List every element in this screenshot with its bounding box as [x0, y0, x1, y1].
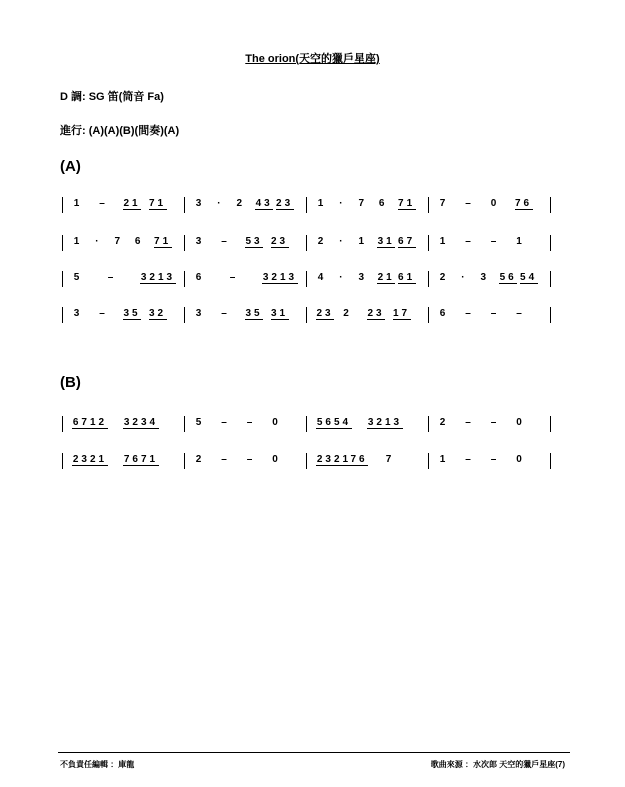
barline	[62, 416, 63, 432]
note-group: 7	[385, 454, 392, 465]
note-group: ·	[217, 198, 221, 209]
note-group: –	[465, 236, 471, 247]
measure	[438, 269, 546, 291]
note-group: –	[221, 308, 227, 319]
note-group: 71	[154, 236, 172, 247]
measure	[72, 269, 180, 291]
measure	[438, 233, 546, 255]
barline	[62, 197, 63, 213]
barline	[184, 307, 185, 323]
note-group: 3	[480, 272, 487, 283]
note-group: 71	[148, 198, 167, 209]
barline	[550, 307, 551, 323]
note-group: 3	[195, 198, 202, 209]
measure	[194, 269, 302, 291]
footer-editor: 不負責任編輯 ：庫龍	[60, 760, 135, 769]
note-group: 6	[195, 272, 202, 283]
barline	[428, 453, 429, 469]
note-group: 3213	[367, 417, 403, 428]
note-group: –	[490, 308, 497, 319]
measure	[194, 233, 302, 255]
note-group: 5	[73, 272, 80, 283]
note-group: 2	[343, 308, 349, 319]
note-group: 67	[398, 236, 416, 247]
note-group: 0	[272, 417, 278, 428]
note-group: –	[99, 308, 105, 319]
barline	[306, 307, 307, 323]
notation-line	[62, 195, 550, 217]
note-group: 71	[398, 198, 416, 209]
barline	[306, 416, 307, 432]
note-group: 3	[195, 236, 202, 247]
note-group: 54	[520, 272, 538, 283]
note-group: –	[516, 308, 522, 319]
note-group: ·	[339, 236, 343, 247]
measure	[316, 451, 424, 473]
note-group: –	[229, 272, 236, 283]
notation-line	[62, 451, 550, 473]
note-group: –	[107, 272, 114, 283]
barline	[184, 453, 185, 469]
note-group: 5	[195, 417, 202, 428]
note-group: 23	[367, 308, 385, 319]
note-group: 23	[276, 198, 294, 209]
note-group: –	[490, 417, 497, 428]
note-group: 31	[270, 308, 289, 319]
note-group: ·	[461, 272, 465, 283]
footer-source: 歌曲來源 ：水次郎 天空的獵戶星座(7)	[430, 760, 565, 769]
note-group: 2	[439, 272, 446, 283]
note-group: 43	[255, 198, 273, 209]
song-title: The orion(天空的獵戶星座)	[245, 53, 380, 65]
measure	[316, 195, 424, 217]
measure	[194, 195, 302, 217]
note-group: –	[465, 198, 471, 209]
note-group: –	[221, 454, 227, 465]
note-group: –	[465, 454, 471, 465]
note-group: –	[490, 236, 497, 247]
barline	[428, 235, 429, 251]
notation-line	[62, 269, 550, 291]
measure	[72, 233, 180, 255]
barline	[62, 271, 63, 287]
note-group: 7	[439, 198, 446, 209]
note-group: 1	[439, 454, 446, 465]
note-group: –	[490, 454, 497, 465]
barline	[550, 271, 551, 287]
barline	[550, 235, 551, 251]
note-group: 61	[398, 272, 416, 283]
measure	[438, 195, 546, 217]
note-group: 1	[516, 236, 522, 247]
note-group: 7	[358, 198, 365, 209]
note-group: 3	[195, 308, 202, 319]
footer-divider	[58, 752, 570, 753]
note-group: 7671	[123, 454, 159, 465]
barline	[428, 197, 429, 213]
measure	[316, 305, 424, 327]
note-group: 23	[270, 236, 289, 247]
note-group: ·	[339, 198, 343, 209]
note-group: 7	[114, 236, 121, 247]
barline	[428, 271, 429, 287]
note-group: 6	[134, 236, 141, 247]
section-a-label: (A)	[60, 158, 81, 175]
note-group: 0	[272, 454, 278, 465]
note-group: –	[246, 417, 253, 428]
note-group: 35	[245, 308, 263, 319]
note-group: 3213	[140, 272, 176, 283]
barline	[62, 453, 63, 469]
note-group: –	[221, 417, 227, 428]
note-group: 3234	[123, 417, 159, 428]
note-group: 2	[195, 454, 202, 465]
note-group: 76	[514, 198, 533, 209]
section-b-label: (B)	[60, 374, 81, 391]
measure	[72, 195, 180, 217]
note-group: 32	[148, 308, 167, 319]
note-group: 2321	[72, 454, 108, 465]
note-group: 2321	[316, 454, 352, 465]
barline	[306, 197, 307, 213]
measure	[72, 305, 180, 327]
measure	[316, 269, 424, 291]
note-group: 1	[358, 236, 365, 247]
note-group: 2	[439, 417, 446, 428]
note-group: –	[221, 236, 227, 247]
note-group: 6	[378, 198, 385, 209]
barline	[550, 197, 551, 213]
note-group: 56	[499, 272, 517, 283]
note-group: 6712	[72, 417, 108, 428]
measure	[438, 414, 546, 436]
note-group: 53	[245, 236, 263, 247]
note-group: 3	[358, 272, 365, 283]
barline	[306, 271, 307, 287]
note-group: 1	[439, 236, 446, 247]
barline	[428, 416, 429, 432]
note-group: 35	[123, 308, 141, 319]
note-group: 31	[377, 236, 395, 247]
note-group: 1	[317, 198, 324, 209]
note-group: ·	[95, 236, 99, 247]
measure	[316, 233, 424, 255]
measure	[316, 414, 424, 436]
note-group: ·	[339, 272, 343, 283]
note-group: 1	[73, 236, 80, 247]
note-group: 76	[350, 454, 368, 465]
barline	[62, 307, 63, 323]
note-group: 6	[439, 308, 446, 319]
note-group: 3	[73, 308, 80, 319]
notation-line	[62, 414, 550, 436]
note-group: –	[99, 198, 105, 209]
note-group: 0	[516, 454, 522, 465]
measure	[72, 451, 180, 473]
barline	[306, 453, 307, 469]
barline	[184, 271, 185, 287]
song-progression: 進行: (A)(A)(B)(間奏)(A)	[60, 125, 180, 137]
barline	[550, 416, 551, 432]
note-group: 4	[317, 272, 324, 283]
note-group: 23	[316, 308, 334, 319]
barline	[184, 197, 185, 213]
barline	[184, 235, 185, 251]
note-group: 0	[490, 198, 497, 209]
note-group: –	[465, 308, 471, 319]
note-group: 17	[392, 308, 411, 319]
barline	[306, 235, 307, 251]
note-group: –	[246, 454, 253, 465]
key-signature: D 調: SG 笛(筒音 Fa)	[60, 91, 164, 103]
note-group: 21	[377, 272, 395, 283]
note-group: 1	[73, 198, 80, 209]
barline	[62, 235, 63, 251]
notation-line	[62, 233, 550, 255]
barline	[550, 453, 551, 469]
notation-line	[62, 305, 550, 327]
measure	[194, 414, 302, 436]
barline	[428, 307, 429, 323]
measure	[194, 305, 302, 327]
note-group: 5654	[316, 417, 352, 428]
note-group: 0	[516, 417, 522, 428]
note-group: –	[465, 417, 471, 428]
barline	[184, 416, 185, 432]
note-group: 21	[123, 198, 141, 209]
note-group: 3213	[262, 272, 298, 283]
measure	[194, 451, 302, 473]
note-group: 2	[317, 236, 324, 247]
measure	[438, 305, 546, 327]
measure	[72, 414, 180, 436]
note-group: 2	[236, 198, 243, 209]
measure	[438, 451, 546, 473]
